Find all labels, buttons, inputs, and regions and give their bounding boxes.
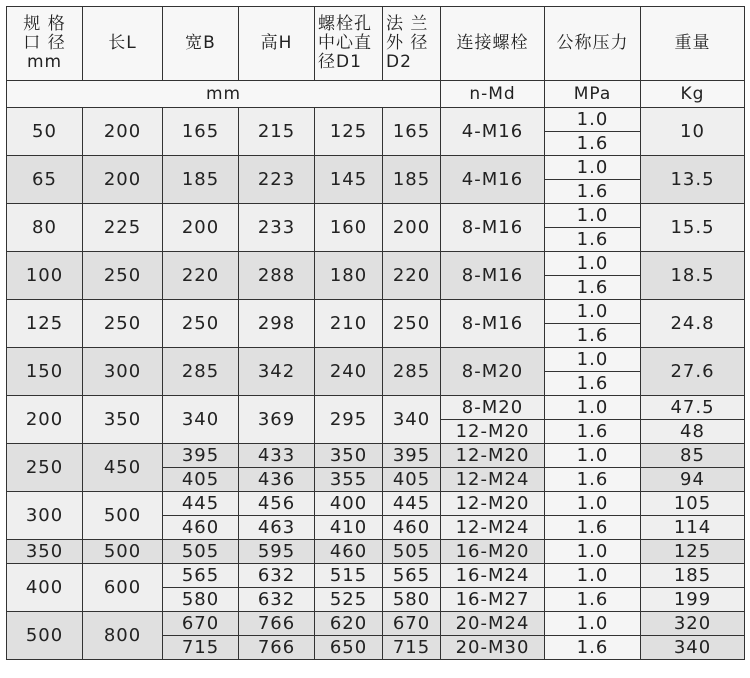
cell-weight: 105 — [641, 492, 745, 516]
cell-bolt-circle: 180 — [315, 252, 383, 300]
cell-width: 715 — [163, 636, 239, 660]
cell-pressure: 1.0 — [545, 252, 641, 276]
cell-pressure: 1.6 — [545, 636, 641, 660]
header-length: 长L — [83, 7, 163, 81]
cell-flange-od: 185 — [383, 156, 441, 204]
cell-weight: 185 — [641, 564, 745, 588]
table-row — [7, 396, 745, 420]
cell-pressure: 1.0 — [545, 108, 641, 132]
cell-flange-od: 445 — [383, 492, 441, 516]
table-row — [7, 540, 745, 564]
cell-flange-od: 460 — [383, 516, 441, 540]
cell-bolt-circle: 410 — [315, 516, 383, 540]
cell-width: 250 — [163, 300, 239, 348]
cell-weight: 10 — [641, 108, 745, 156]
cell-weight: 85 — [641, 444, 745, 468]
cell-height: 233 — [239, 204, 315, 252]
cell-bolt-circle: 145 — [315, 156, 383, 204]
cell-length: 200 — [83, 108, 163, 156]
cell-bolts: 8-M16 — [441, 300, 545, 348]
cell-width: 580 — [163, 588, 239, 612]
cell-width: 220 — [163, 252, 239, 300]
cell-bolts: 4-M16 — [441, 156, 545, 204]
cell-width: 165 — [163, 108, 239, 156]
cell-pressure: 1.6 — [545, 324, 641, 348]
cell-dn: 80 — [7, 204, 83, 252]
cell-length: 250 — [83, 252, 163, 300]
cell-length: 200 — [83, 156, 163, 204]
cell-flange-od: 165 — [383, 108, 441, 156]
cell-pressure: 1.0 — [545, 156, 641, 180]
table-row — [7, 156, 745, 180]
cell-dn: 65 — [7, 156, 83, 204]
cell-length: 500 — [83, 540, 163, 564]
unit-bolts: n-Md — [441, 81, 545, 108]
cell-bolt-circle: 210 — [315, 300, 383, 348]
cell-weight: 13.5 — [641, 156, 745, 204]
cell-height: 766 — [239, 612, 315, 636]
spec-table — [6, 6, 745, 660]
cell-pressure: 1.6 — [545, 372, 641, 396]
cell-weight: 125 — [641, 540, 745, 564]
table-row — [7, 252, 745, 276]
cell-height: 288 — [239, 252, 315, 300]
cell-bolts: 12-M20 — [441, 420, 545, 444]
unit-weight: Kg — [641, 81, 745, 108]
cell-pressure: 1.6 — [545, 516, 641, 540]
table-row — [7, 492, 745, 516]
cell-length: 450 — [83, 444, 163, 492]
cell-bolts: 16-M20 — [441, 540, 545, 564]
cell-length: 800 — [83, 612, 163, 660]
cell-flange-od: 395 — [383, 444, 441, 468]
cell-dn: 50 — [7, 108, 83, 156]
cell-bolts: 8-M16 — [441, 204, 545, 252]
cell-weight: 47.5 — [641, 396, 745, 420]
header-weight: 重量 — [641, 7, 745, 81]
cell-bolt-circle: 400 — [315, 492, 383, 516]
cell-pressure: 1.6 — [545, 132, 641, 156]
unit-row — [7, 81, 745, 108]
cell-pressure: 1.0 — [545, 300, 641, 324]
cell-height: 436 — [239, 468, 315, 492]
cell-width: 670 — [163, 612, 239, 636]
cell-bolt-circle: 515 — [315, 564, 383, 588]
cell-flange-od: 405 — [383, 468, 441, 492]
cell-pressure: 1.0 — [545, 564, 641, 588]
header-row — [7, 7, 745, 81]
cell-bolts: 20-M30 — [441, 636, 545, 660]
unit-pressure: MPa — [545, 81, 641, 108]
cell-flange-od: 200 — [383, 204, 441, 252]
cell-dn: 400 — [7, 564, 83, 612]
cell-height: 223 — [239, 156, 315, 204]
cell-bolt-circle: 350 — [315, 444, 383, 468]
cell-length: 225 — [83, 204, 163, 252]
cell-bolts: 12-M20 — [441, 444, 545, 468]
cell-pressure: 1.0 — [545, 348, 641, 372]
cell-width: 185 — [163, 156, 239, 204]
cell-width: 340 — [163, 396, 239, 444]
cell-dn: 250 — [7, 444, 83, 492]
cell-bolts: 20-M24 — [441, 612, 545, 636]
cell-bolt-circle: 460 — [315, 540, 383, 564]
cell-bolts: 4-M16 — [441, 108, 545, 156]
cell-pressure: 1.0 — [545, 444, 641, 468]
cell-height: 298 — [239, 300, 315, 348]
cell-height: 595 — [239, 540, 315, 564]
cell-dn: 300 — [7, 492, 83, 540]
cell-pressure: 1.6 — [545, 420, 641, 444]
cell-bolt-circle: 240 — [315, 348, 383, 396]
cell-width: 445 — [163, 492, 239, 516]
cell-flange-od: 670 — [383, 612, 441, 636]
cell-height: 433 — [239, 444, 315, 468]
cell-weight: 24.8 — [641, 300, 745, 348]
cell-weight: 15.5 — [641, 204, 745, 252]
cell-height: 456 — [239, 492, 315, 516]
cell-flange-od: 285 — [383, 348, 441, 396]
cell-width: 460 — [163, 516, 239, 540]
cell-width: 200 — [163, 204, 239, 252]
cell-height: 369 — [239, 396, 315, 444]
table-row — [7, 300, 745, 324]
cell-bolt-circle: 525 — [315, 588, 383, 612]
cell-height: 766 — [239, 636, 315, 660]
cell-weight: 320 — [641, 612, 745, 636]
cell-dn: 125 — [7, 300, 83, 348]
header-width: 宽B — [163, 7, 239, 81]
cell-weight: 94 — [641, 468, 745, 492]
cell-width: 565 — [163, 564, 239, 588]
cell-dn: 150 — [7, 348, 83, 396]
cell-pressure: 1.0 — [545, 492, 641, 516]
cell-bolts: 12-M20 — [441, 492, 545, 516]
cell-weight: 199 — [641, 588, 745, 612]
cell-weight: 27.6 — [641, 348, 745, 396]
header-height: 高H — [239, 7, 315, 81]
cell-length: 250 — [83, 300, 163, 348]
cell-length: 600 — [83, 564, 163, 612]
cell-dn: 100 — [7, 252, 83, 300]
table-row — [7, 348, 745, 372]
cell-weight: 340 — [641, 636, 745, 660]
table-row — [7, 444, 745, 468]
header-bolts: 连接螺栓 — [441, 7, 545, 81]
cell-bolts: 8-M20 — [441, 396, 545, 420]
cell-flange-od: 715 — [383, 636, 441, 660]
cell-bolts: 12-M24 — [441, 516, 545, 540]
cell-pressure: 1.0 — [545, 396, 641, 420]
cell-weight: 18.5 — [641, 252, 745, 300]
cell-width: 405 — [163, 468, 239, 492]
table-row — [7, 564, 745, 588]
cell-bolt-circle: 355 — [315, 468, 383, 492]
cell-height: 632 — [239, 564, 315, 588]
unit-dimensions: mm — [7, 81, 441, 108]
cell-width: 395 — [163, 444, 239, 468]
cell-width: 505 — [163, 540, 239, 564]
cell-flange-od: 565 — [383, 564, 441, 588]
cell-bolt-circle: 295 — [315, 396, 383, 444]
cell-bolt-circle: 620 — [315, 612, 383, 636]
cell-pressure: 1.6 — [545, 180, 641, 204]
cell-pressure: 1.6 — [545, 228, 641, 252]
table-row — [7, 612, 745, 636]
header-pressure: 公称压力 — [545, 7, 641, 81]
cell-dn: 350 — [7, 540, 83, 564]
cell-bolt-circle: 650 — [315, 636, 383, 660]
cell-flange-od: 580 — [383, 588, 441, 612]
cell-height: 342 — [239, 348, 315, 396]
cell-bolt-circle: 125 — [315, 108, 383, 156]
cell-weight: 114 — [641, 516, 745, 540]
table-row — [7, 204, 745, 228]
cell-dn: 500 — [7, 612, 83, 660]
cell-flange-od: 220 — [383, 252, 441, 300]
header-bolt-circle: 螺栓孔 中心直 径D1 — [315, 7, 383, 81]
header-dn: 规 格 口 径 mm — [7, 7, 83, 81]
cell-length: 300 — [83, 348, 163, 396]
cell-height: 215 — [239, 108, 315, 156]
cell-flange-od: 505 — [383, 540, 441, 564]
cell-dn: 200 — [7, 396, 83, 444]
cell-bolts: 16-M24 — [441, 564, 545, 588]
cell-height: 632 — [239, 588, 315, 612]
cell-flange-od: 340 — [383, 396, 441, 444]
cell-pressure: 1.0 — [545, 540, 641, 564]
table-row — [7, 108, 745, 132]
cell-bolts: 12-M24 — [441, 468, 545, 492]
cell-pressure: 1.0 — [545, 204, 641, 228]
cell-weight: 48 — [641, 420, 745, 444]
cell-length: 500 — [83, 492, 163, 540]
cell-width: 285 — [163, 348, 239, 396]
spec-table-container — [6, 6, 745, 660]
cell-pressure: 1.6 — [545, 468, 641, 492]
cell-pressure: 1.6 — [545, 276, 641, 300]
cell-pressure: 1.0 — [545, 612, 641, 636]
cell-bolts: 8-M16 — [441, 252, 545, 300]
cell-length: 350 — [83, 396, 163, 444]
cell-flange-od: 250 — [383, 300, 441, 348]
cell-bolts: 8-M20 — [441, 348, 545, 396]
cell-pressure: 1.6 — [545, 588, 641, 612]
cell-height: 463 — [239, 516, 315, 540]
header-flange-od: 法 兰 外 径 D2 — [383, 7, 441, 81]
cell-bolts: 16-M27 — [441, 588, 545, 612]
cell-bolt-circle: 160 — [315, 204, 383, 252]
